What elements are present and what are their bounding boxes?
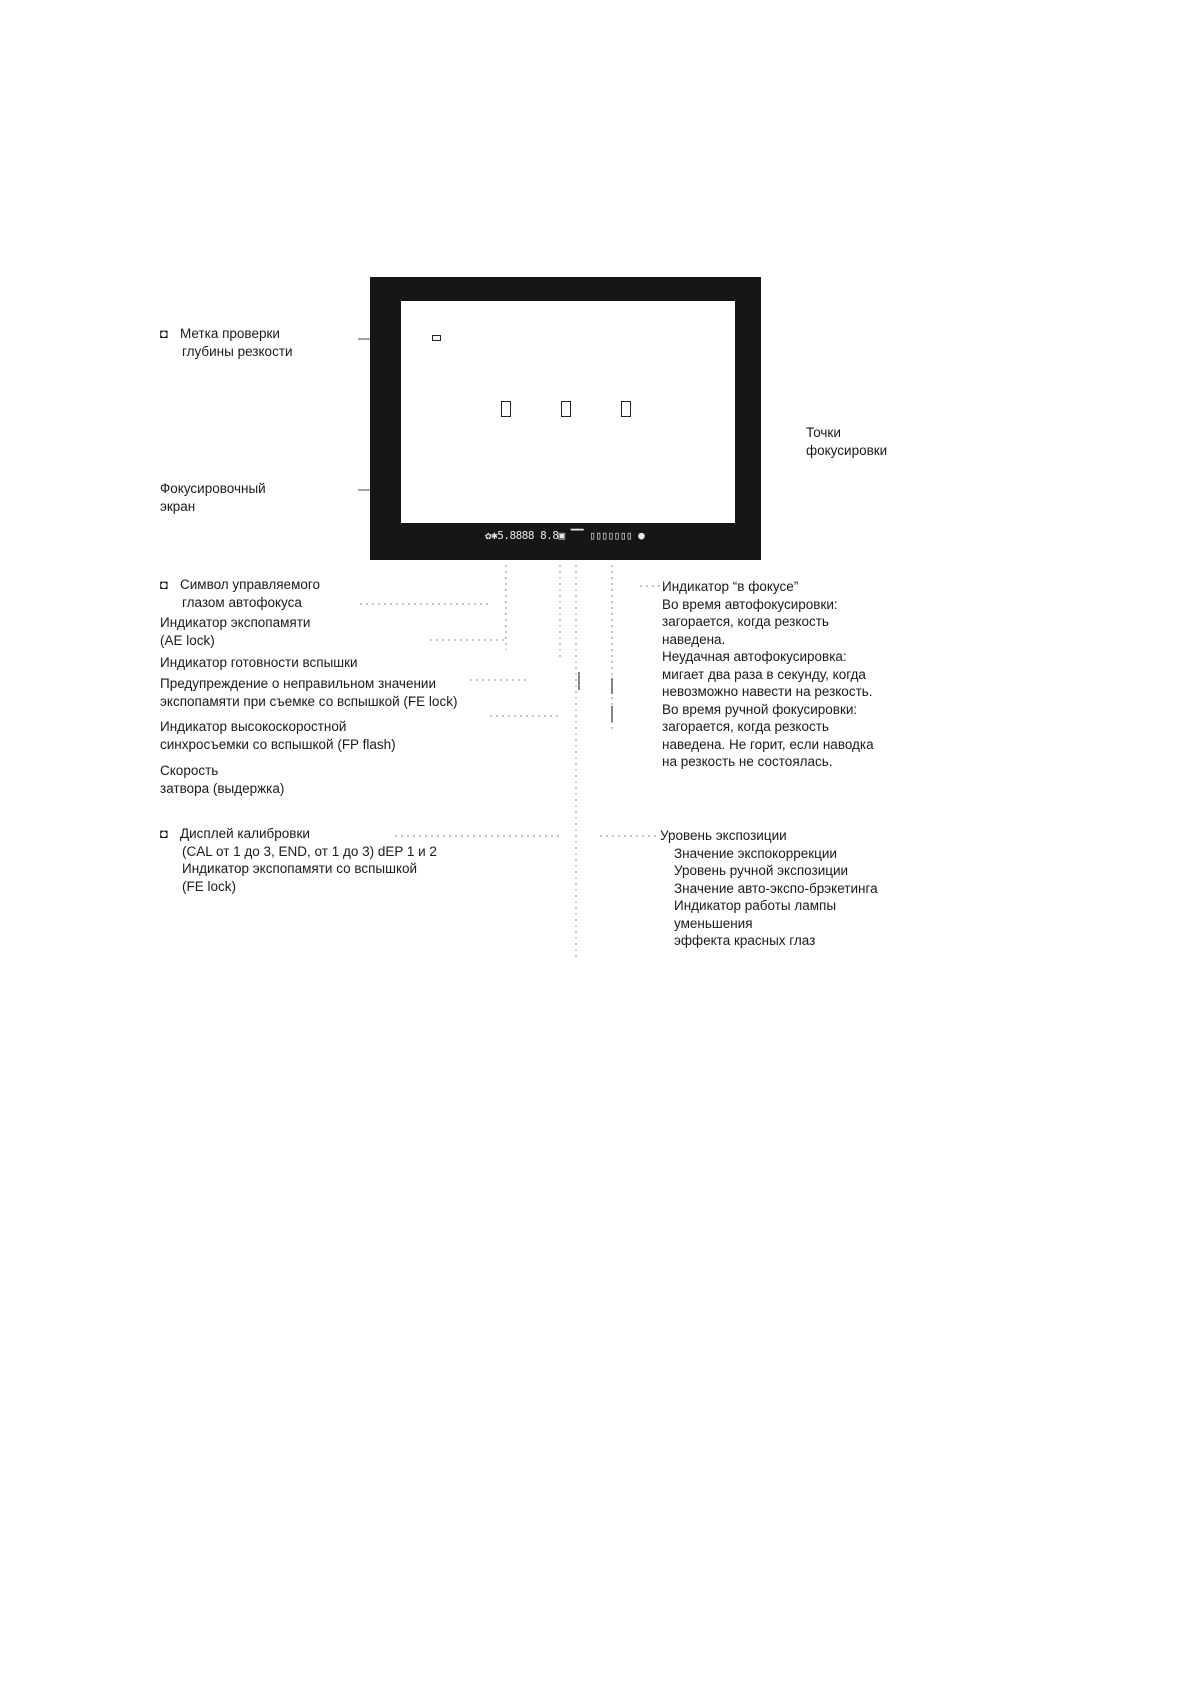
focusing-screen bbox=[401, 301, 735, 523]
label-dof-check: ◘ Метка проверки глубины резкости bbox=[160, 326, 293, 359]
label-flash-ready: Индикатор готовности вспышки bbox=[160, 655, 358, 670]
label-af-points: Точки фокусировки bbox=[806, 425, 888, 458]
label-fe-warning: Предупреждение о неправильном значении экспопамяти при съемке со вспышкой (FE lock) bbox=[160, 676, 458, 709]
eye-control-symbol-icon: ◘ bbox=[160, 326, 168, 341]
label-ae-lock: Индикатор экспопамяти (AE lock) bbox=[160, 615, 311, 648]
label-calibration: ◘ Дисплей калибровки (CAL от 1 до 3, END, от 1 до 3) dEP 1 и 2 Индикатор экспопамяти со вспышкой (FE lock) bbox=[160, 826, 437, 894]
label-shutter-speed: Скорость затвора (выдержка) bbox=[160, 763, 285, 796]
af-point-left-icon bbox=[501, 401, 511, 417]
label-fp-flash: Индикатор высокоскоростной синхросъемки со вспышкой (FP flash) bbox=[160, 719, 396, 752]
label-eye-control-af: ◘ Символ управляемого глазом автофокуса bbox=[160, 577, 320, 610]
eye-control-symbol-icon: ◘ bbox=[160, 826, 168, 841]
label-exposure-level: Уровень экспозиции Значение экспокоррекции Уровень ручной экспозиции Значение авто-экспо-брэкетинга Индикатор работы лампы уменьшения эффекта красных глаз bbox=[660, 828, 878, 948]
viewfinder-info-readout: ✿✱5.8888 8.8▣ ▔▔ ▯▯▯▯▯▯▯ ● bbox=[485, 529, 645, 542]
af-point-center-icon bbox=[561, 401, 571, 417]
eye-control-symbol-icon: ◘ bbox=[160, 577, 168, 592]
depth-of-field-check-mark-icon bbox=[432, 335, 441, 341]
af-point-right-icon bbox=[621, 401, 631, 417]
label-focusing-screen: Фокусировочный экран bbox=[160, 481, 266, 514]
label-in-focus: Индикатор “в фокусе” Во время автофокусировки: загорается, когда резкость наведена. Неудачная автофокусировка: мигает два раза в секунду, когда невозможно навести на резкость. Во время ручной фокусировки: загорается, когда резкость наведена. Не горит, если наводка на резкость не состоялась. bbox=[662, 579, 874, 769]
viewfinder-frame bbox=[370, 277, 761, 560]
